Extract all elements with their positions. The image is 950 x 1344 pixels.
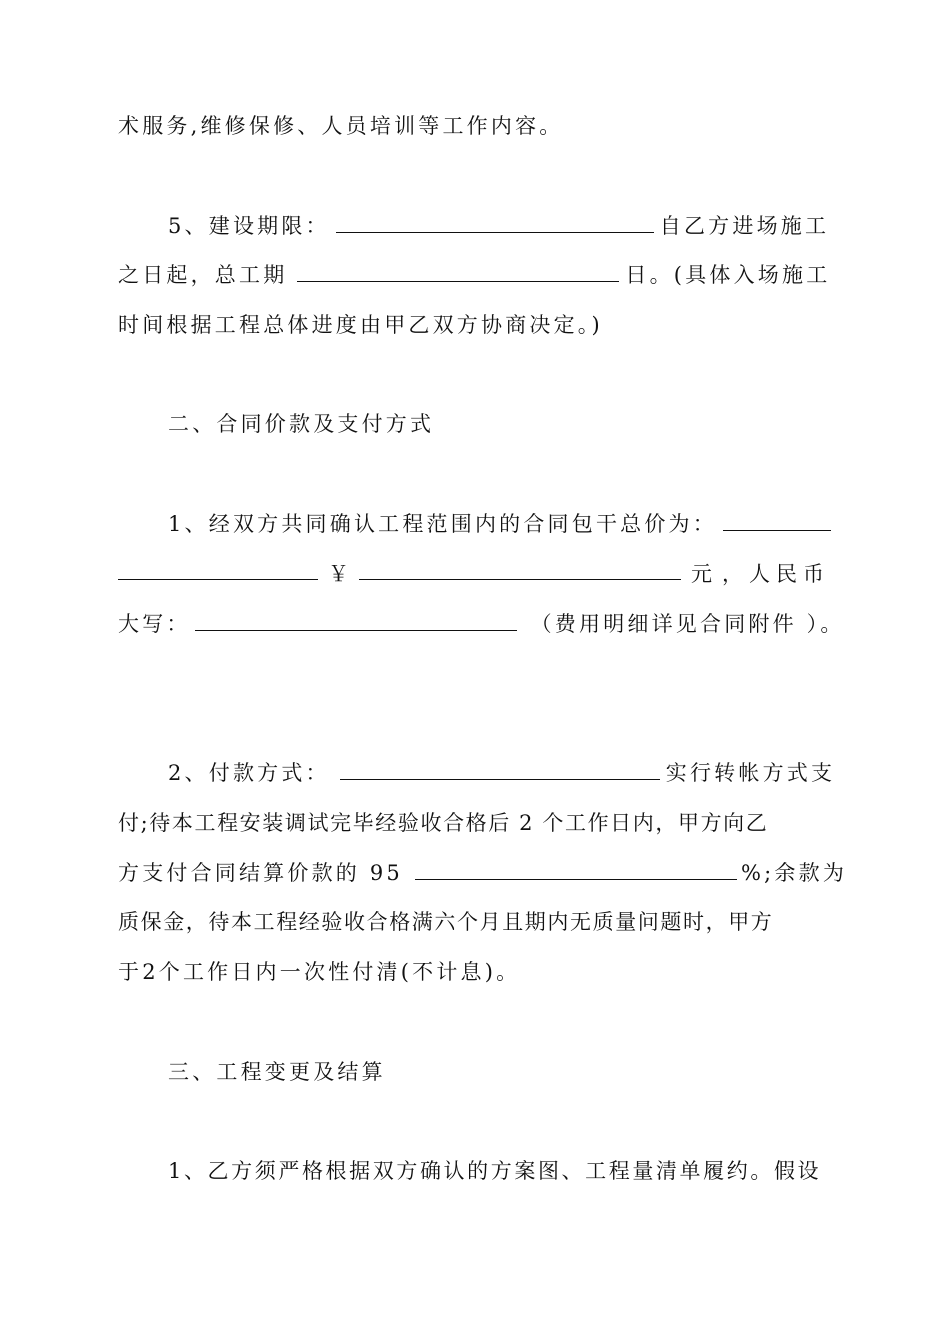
- paragraph-line: 1、乙方须严格根据双方确认的方案图、工程量清单履约。假设: [168, 1159, 822, 1183]
- clause-text: ，人民币: [722, 562, 830, 586]
- construction-period-line-2: [118, 260, 830, 290]
- fill-blank[interactable]: [118, 559, 318, 580]
- section-heading: 二、合同价款及支付方式: [168, 412, 435, 436]
- clause-text: 大写：: [118, 612, 191, 636]
- fill-blank[interactable]: [415, 859, 737, 880]
- fill-blank[interactable]: [723, 510, 831, 531]
- clause-text: 1、经双方共同确认工程范围内的合同包干总价为：: [168, 512, 717, 536]
- fill-blank[interactable]: [297, 261, 619, 282]
- yen-symbol: ￥: [328, 562, 349, 586]
- construction-period-line-1: [168, 211, 830, 241]
- paragraph-line: 质保金，待本工程经验收合格满六个月且期内无质量问题时，甲方: [118, 910, 774, 934]
- clause-text: 元: [691, 562, 712, 586]
- paragraph-line: 术服务,维修保修、人员培训等工作内容。: [118, 114, 564, 138]
- section-heading: 三、工程变更及结算: [168, 1060, 386, 1084]
- clause-text: 日。(具体入场施工: [625, 263, 831, 287]
- paragraph-line: 付;待本工程安装调试完毕经验收合格后 2 个工作日内，甲方向乙: [118, 811, 769, 835]
- fill-blank[interactable]: [340, 759, 660, 780]
- clause-text: %;余款为: [741, 861, 848, 885]
- clause-text: 方支付合同结算价款的 95: [118, 861, 403, 885]
- payment-method-line-3: [118, 858, 848, 888]
- paragraph-line: 于2个工作日内一次性付清(不计息)。: [118, 960, 521, 984]
- clause-text: 自乙方进场施工: [659, 214, 830, 238]
- clause-text: 5、建设期限：: [168, 214, 330, 238]
- clause-text: 2、付款方式：: [168, 761, 330, 785]
- fill-blank[interactable]: [336, 212, 654, 233]
- payment-method-line-1: [168, 758, 836, 788]
- paragraph-line: 时间根据工程总体进度由甲乙双方协商决定。): [118, 313, 603, 337]
- contract-price-line-3: [118, 609, 845, 639]
- fill-blank[interactable]: [359, 559, 681, 580]
- contract-price-line-2: [118, 559, 830, 589]
- clause-text: 实行转帐方式支: [665, 761, 836, 785]
- clause-text: 之日起，总工期: [118, 263, 288, 287]
- clause-text: （费用明细详见合同附件 ）。: [530, 612, 845, 636]
- contract-price-line-1: [168, 509, 830, 539]
- fill-blank[interactable]: [195, 610, 517, 631]
